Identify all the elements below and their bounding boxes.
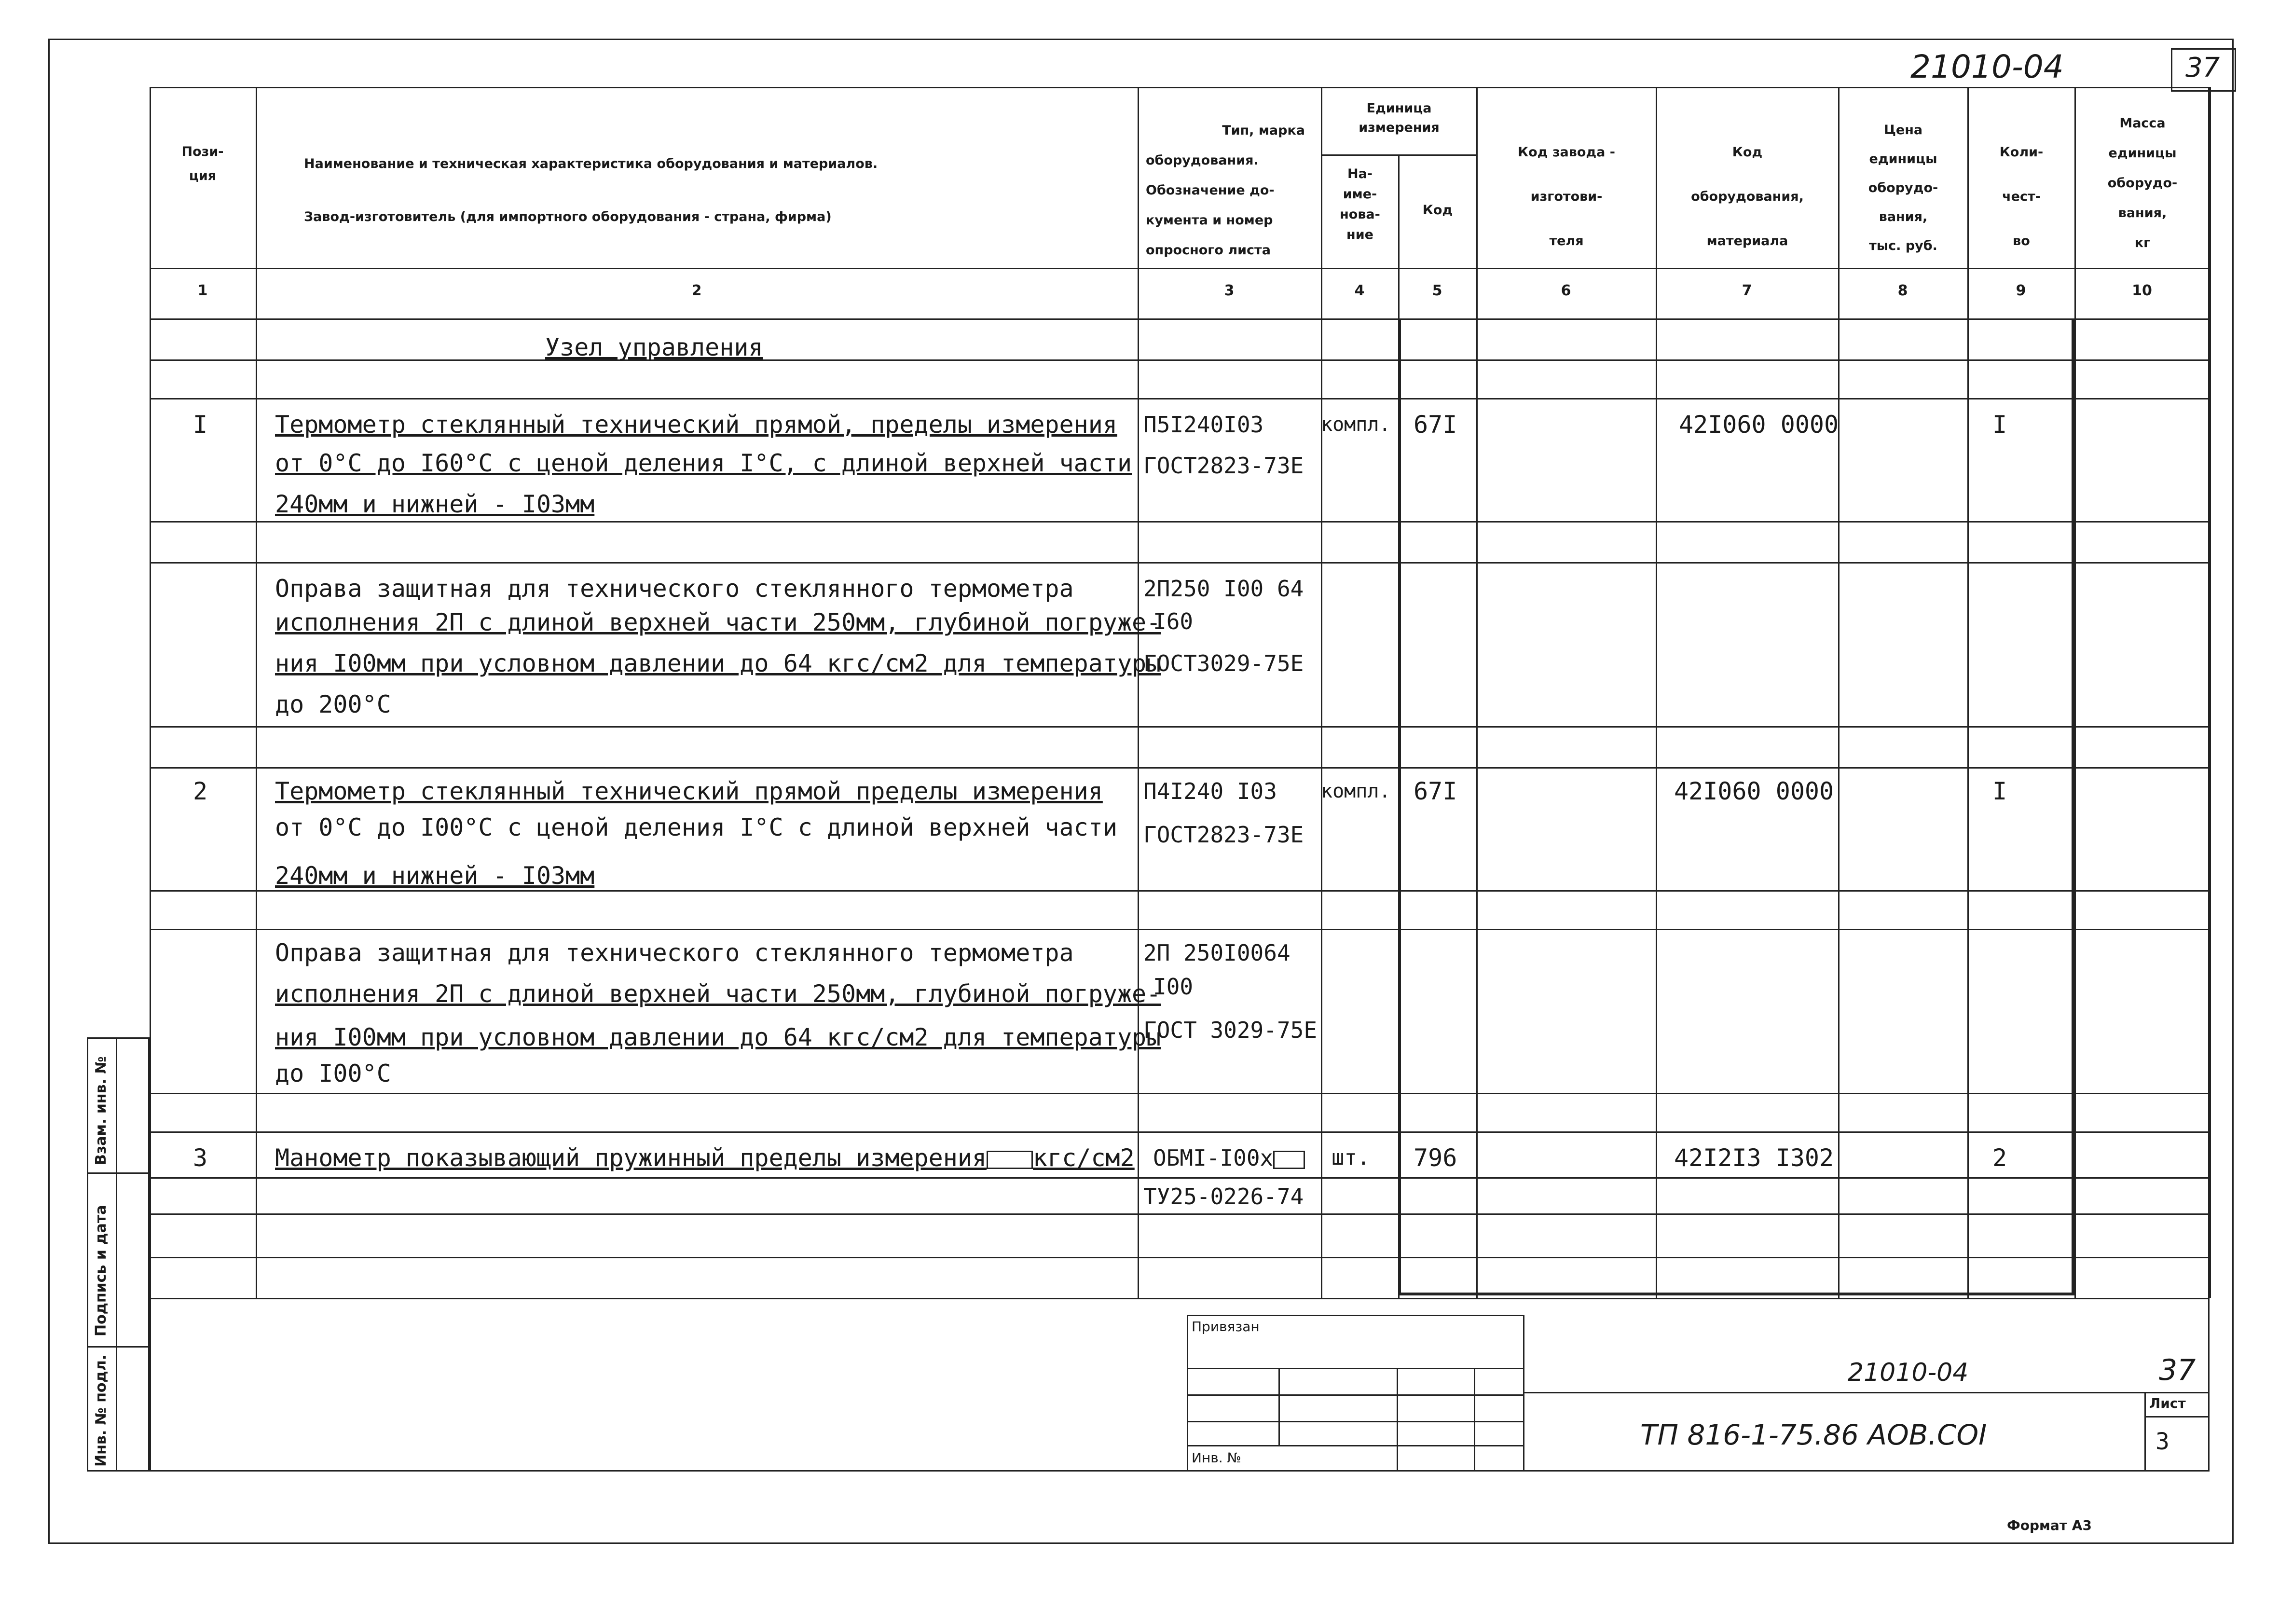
row-type: ГОСТ2823-73Е [1143,822,1304,848]
colnum-2: 2 [691,282,702,299]
header-col2: Наименование и техническая характеристика оборудования и материалов. Завод-изготовитель (для импортного оборудования - страна, фирма) [304,156,878,224]
header-col10: Масса единицы оборудо- вания, кг [2107,116,2178,250]
row-qty: 2 [1992,1144,2007,1172]
range-blank-box [987,1151,1033,1169]
row-unit-code: 67I [1414,411,1457,439]
colnum-4: 4 [1354,282,1365,299]
side-label-replace: Взам. инв. № [93,1056,110,1165]
row-name: 240мм и нижней - I03мм [275,490,595,518]
colnum-8: 8 [1897,282,1908,299]
row-unit-code: 796 [1414,1144,1457,1172]
row-type: ГОСТ 3029-75Е [1143,1017,1318,1043]
row-type: ГОСТ2823-73Е [1143,453,1304,479]
side-label-inventory: Инв. № подл. [93,1354,110,1467]
header-col6: Код завода - изготови- теля [1518,145,1615,248]
top-doc-number: 21010-04 [1910,48,2064,85]
row-name: до I00°С [275,1060,391,1087]
section-title: Узел управления [545,333,763,361]
inv-label: Инв. № [1192,1450,1241,1466]
row-type: П5I240I03 [1143,412,1264,438]
type-blank-box [1273,1151,1305,1169]
row-equip-code: 42I060 0000 [1674,777,1834,805]
row-name: от 0°С до I60°С с ценой деления I°С, с длиной верхней части [275,449,1132,477]
colnum-3: 3 [1224,282,1235,299]
row-name: исполнения 2П с длиной верхней части 250мм, глубиной погруже- [275,608,1161,636]
row-type: ОБМI-I00х [1153,1143,1305,1172]
colnum-7: 7 [1742,282,1752,299]
stamp-sheet-label: Лист [2149,1395,2186,1411]
colnum-5: 5 [1432,282,1442,299]
row-type: I60 [1153,608,1194,634]
row-position: 2 [193,777,208,805]
stamp-doc-number: 21010-04 [1848,1358,1969,1387]
row-unit: компл. [1321,413,1391,436]
colnum-1: 1 [197,282,208,299]
row-type: П4I240 I03 [1143,778,1277,804]
colnum-6: 6 [1561,282,1571,299]
stamp-sheet-number: 37 [2159,1353,2196,1387]
row-unit-code: 67I [1414,777,1457,805]
row-unit: компл. [1321,780,1391,802]
header-col45: Единица измерения [1359,101,1440,135]
row-name: ния I00мм при условном давлении до 64 кгс/см2 для температуры [275,649,1161,677]
row-name: Оправа защитная для технического стеклянного термометра [275,939,1074,967]
row-position: I [193,411,208,439]
header-col1: Пози- ция [181,144,224,183]
row-equip-code: 42I2I3 I302 [1674,1144,1834,1172]
row-name: 240мм и нижней - I03мм [275,862,595,890]
colnum-9: 9 [2016,282,2026,299]
top-sheet-number: 37 [2185,52,2220,83]
row-name: исполнения 2П с длиной верхней части 250мм, глубиной погруже- [275,980,1161,1008]
row-type: ГОСТ3029-75Е [1143,650,1304,676]
row-name: ния I00мм при условном давлении до 64 кгс/см2 для температуры [275,1023,1161,1051]
row-name: Термометр стеклянный технический прямой пределы измерения [275,777,1103,805]
row-name: Оправа защитная для технического стеклянного термометра [275,575,1074,603]
header-col3: Тип, марка оборудования. Обозначение до- кумента и номер опросного листа [1146,123,1305,258]
stamp-sheet-value: 3 [2155,1428,2169,1455]
colnum-10: 10 [2132,282,2152,299]
header-col9: Коли- чест- во [1999,145,2044,248]
row-qty: I [1992,777,2007,805]
row-name: до 200°С [275,690,391,718]
row-qty: I [1992,411,2007,439]
header-col8: Цена единицы оборудо- вания, тыс. руб. [1868,123,1938,253]
stamp-project-code: ТП 816-1-75.86 АОВ.СОI [1640,1418,1987,1451]
row-position: 3 [193,1144,208,1172]
row-type: I00 [1153,974,1194,1000]
row-type: ТУ25-0226-74 [1143,1184,1304,1210]
row-name: от 0°С до I00°С с ценой деления I°С с длиной верхней части [275,813,1117,841]
attach-label: Привязан [1192,1319,1260,1335]
side-label-signature: Подпись и дата [93,1205,110,1336]
header-col4: На- име- нова- ние [1340,166,1380,242]
row-name: Манометр показывающий пружинный пределы измерения кгс/см2 [275,1144,1135,1172]
header-col5: Код [1422,203,1453,218]
row-equip-code: 42I060 0000 [1679,411,1839,439]
format-label: Формат А3 [2007,1517,2092,1533]
row-name: Термометр стеклянный технический прямой, пределы измерения [275,411,1117,439]
row-type: 2П 250I0064 [1143,940,1291,966]
row-type: 2П250 I00 64 [1143,576,1304,602]
header-col7: Код оборудования, материала [1691,145,1804,248]
row-unit: шт. [1332,1145,1370,1170]
